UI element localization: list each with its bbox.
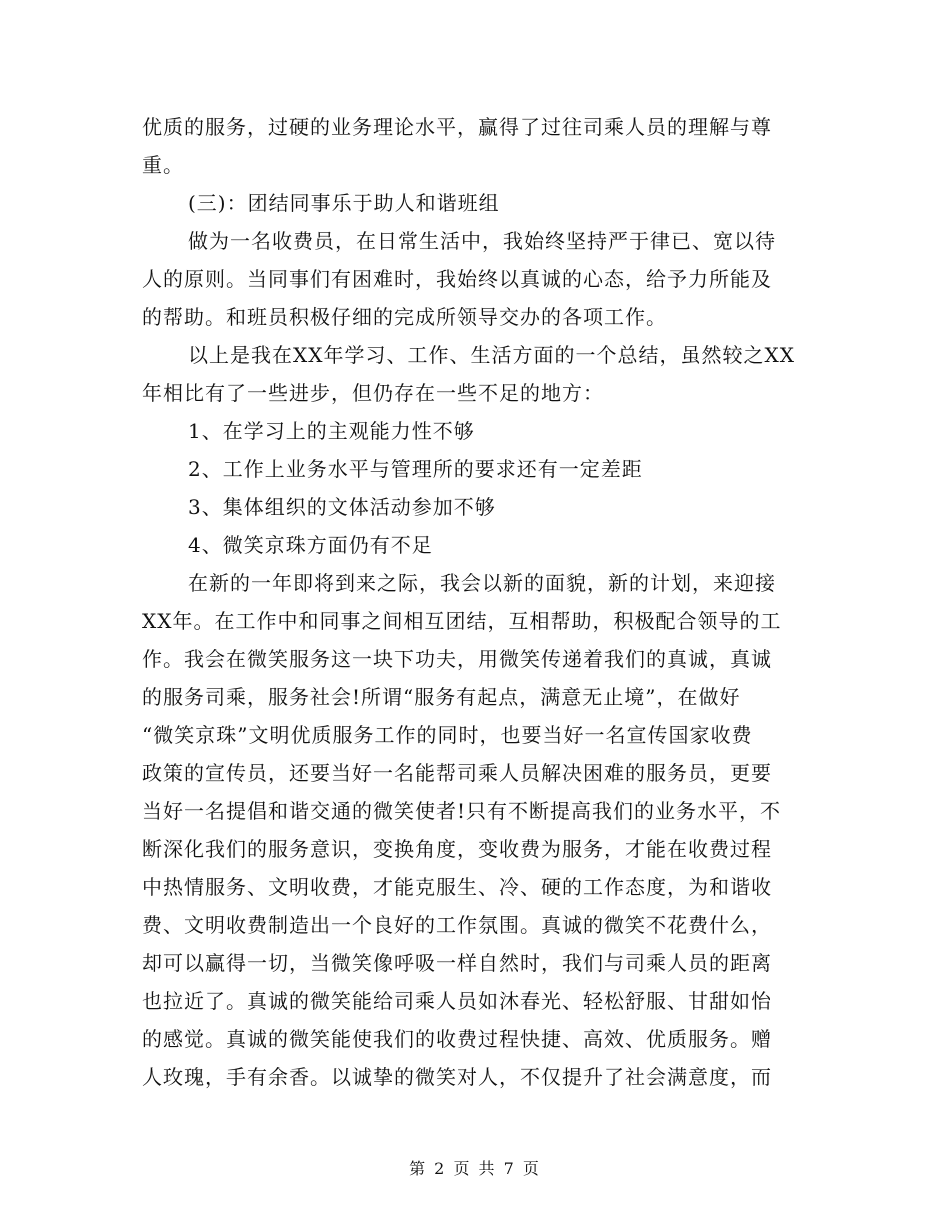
text-line: 的感觉。真诚的微笑能使我们的收费过程快捷、高效、优质服务。赠 <box>142 1027 772 1051</box>
body-text <box>142 108 812 1096</box>
text-line: 却可以赢得一切，当微笑像呼吸一样自然时，我们与司乘人员的距离 <box>142 951 772 975</box>
text-line: 当好一名提倡和谐交通的微笑使者!只有不断提高我们的业务水平，不 <box>142 799 782 823</box>
text-line: 人玫瑰，手有余香。以诚挚的微笑对人，不仅提升了社会满意度，而 <box>142 1065 772 1089</box>
text-line: 1、在学习上的主观能力性不够 <box>188 419 475 443</box>
text-line: 也拉近了。真诚的微笑能给司乘人员如沐春光、轻松舒服、甘甜如怡 <box>142 989 772 1013</box>
text-line: 中热情服务、文明收费，才能克服生、冷、硬的工作态度，为和谐收 <box>142 875 772 899</box>
text-line: 4、微笑京珠方面仍有不足 <box>188 533 433 557</box>
text-line: 的服务司乘，服务社会!所谓“服务有起点，满意无止境”，在做好 <box>142 685 741 709</box>
text-line: 在新的一年即将到来之际，我会以新的面貌，新的计划，来迎接 <box>188 571 776 595</box>
text-line: 断深化我们的服务意识，变换角度，变收费为服务，才能在收费过程 <box>142 837 772 861</box>
text-line: “微笑京珠”文明优质服务工作的同时，也要当好一名宣传国家收费 <box>142 723 753 747</box>
text-line: 政策的宣传员，还要当好一名能帮司乘人员解决困难的服务员，更要 <box>142 761 772 785</box>
text-line: 费、文明收费制造出一个良好的工作氛围。真诚的微笑不花费什么， <box>142 913 772 937</box>
text-line: 2、工作上业务水平与管理所的要求还有一定差距 <box>188 457 643 481</box>
text-line: 做为一名收费员，在日常生活中，我始终坚持严于律已、宽以待 <box>188 229 776 253</box>
text-line: XX年。在工作中和同事之间相互团结，互相帮助，积极配合领导的工 <box>142 609 782 633</box>
text-line: 优质的服务，过硬的业务理论水平，赢得了过往司乘人员的理解与尊 <box>142 115 772 139</box>
text-line: (三)：团结同事乐于助人和谐班组 <box>188 191 500 215</box>
text-line: 重。 <box>142 153 184 177</box>
text-line: 人的原则。当同事们有困难时，我始终以真诚的心态，给予力所能及 <box>142 267 772 291</box>
text-line: 的帮助。和班员积极仔细的完成所领导交办的各项工作。 <box>142 305 667 329</box>
text-line: 以上是我在XX年学习、工作、生活方面的一个总结，虽然较之XX <box>188 343 795 367</box>
page-footer: 第 2 页 共 7 页 <box>409 1159 541 1178</box>
text-line: 3、集体组织的文体活动参加不够 <box>188 495 496 519</box>
text-line: 作。我会在微笑服务这一块下功夫，用微笑传递着我们的真诚，真诚 <box>142 647 772 671</box>
text-line: 年相比有了一些进步，但仍存在一些不足的地方： <box>142 381 604 405</box>
